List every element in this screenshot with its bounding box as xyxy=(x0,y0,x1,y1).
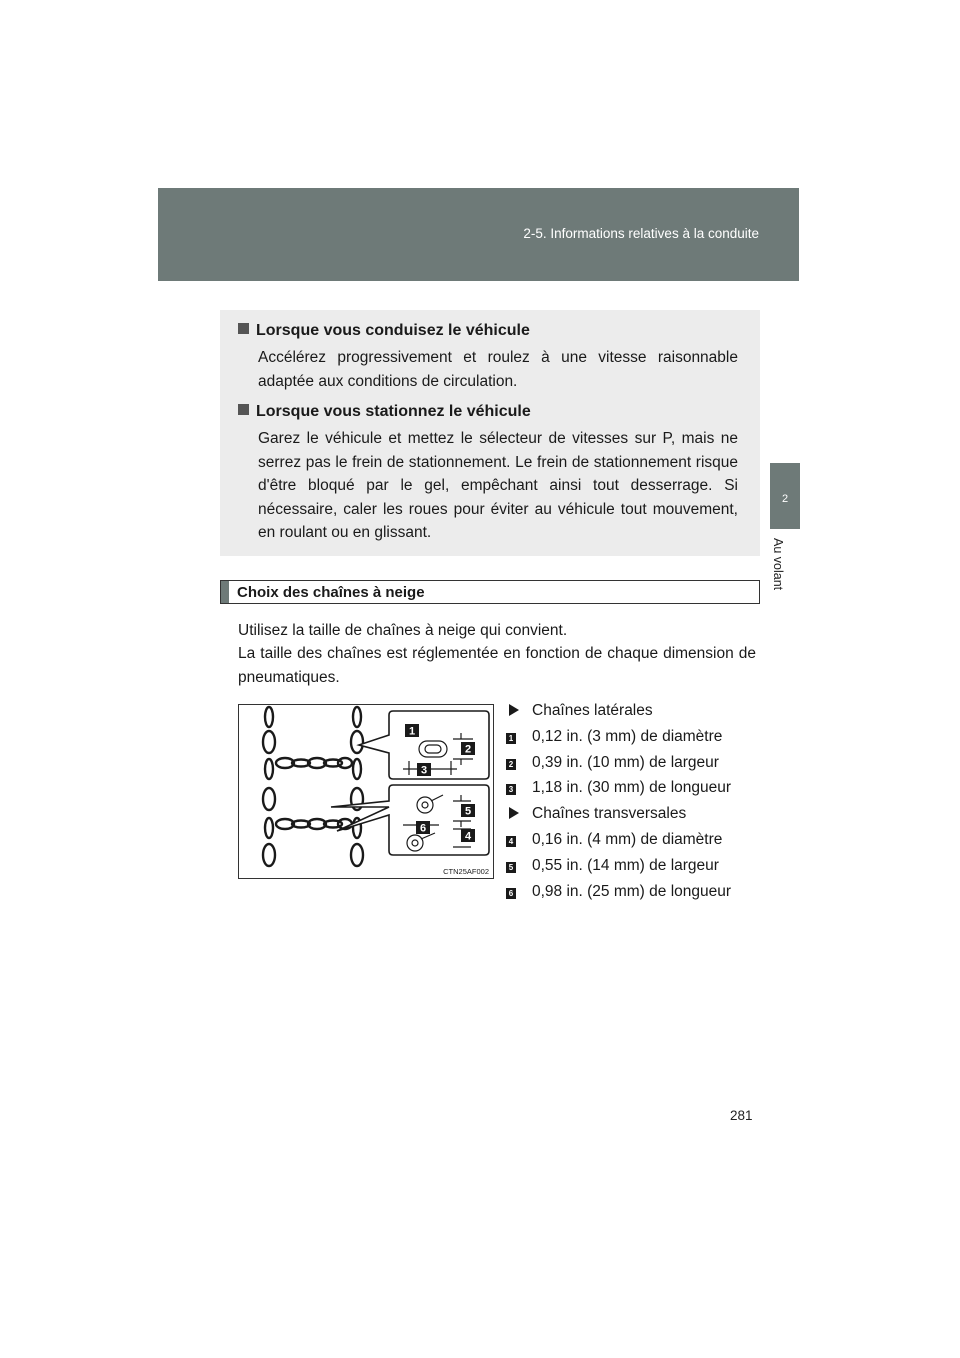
chain-spec-list xyxy=(506,698,776,904)
spec-row-1: 1 0,12 in. (3 mm) de diamètre xyxy=(506,724,776,750)
square-bullet-icon xyxy=(238,404,249,415)
callout-label-5: 5 xyxy=(464,805,472,818)
number-badge-1: 1 xyxy=(506,733,516,744)
section-breadcrumb: 2-5. Informations relatives à la conduite xyxy=(523,226,759,241)
triangle-bullet-icon xyxy=(509,807,519,819)
snow-chain-diagram xyxy=(239,705,493,878)
spec-row-cross-chains: Chaînes transversales xyxy=(506,801,776,827)
note-heading-driving: Lorsque vous conduisez le véhicule xyxy=(238,322,530,340)
intro-line-1: Utilisez la taille de chaînes à neige qui convient. xyxy=(238,622,568,639)
note-body-parking: Garez le véhicule et mettez le sélecteur de vitesses sur P, mais ne serrez pas le frein de stationnement. Le frein de stationnement risque d'être bloqué par le gel, empêchant ainsi tout desserrage. Si nécessaire, caler les roues pour éviter au véhicule tout mouvement, en roulant ou en glissant. xyxy=(258,430,738,541)
callout-label-3: 3 xyxy=(420,764,428,777)
section-title-bar xyxy=(220,580,760,604)
callout-label-2: 2 xyxy=(464,743,472,756)
callout-label-6: 6 xyxy=(419,822,427,835)
chapter-tab xyxy=(770,463,800,529)
note-heading-parking: Lorsque vous stationnez le véhicule xyxy=(238,403,531,421)
section-title: Choix des chaînes à neige xyxy=(237,584,425,601)
number-badge-3: 3 xyxy=(506,784,516,795)
section-accent xyxy=(221,581,229,603)
spec-row-5: 5 0,55 in. (14 mm) de largeur xyxy=(506,853,776,879)
callout-label-1: 1 xyxy=(408,725,416,738)
number-badge-4: 4 xyxy=(506,836,516,847)
spec-row-side-chains: Chaînes latérales xyxy=(506,698,776,724)
callout-label-4: 4 xyxy=(464,830,472,843)
triangle-bullet-icon xyxy=(509,704,519,716)
intro-line-2: La taille des chaînes est réglementée en fonction de chaque dimension de pneumatiques. xyxy=(238,645,756,686)
chapter-label: Au volant xyxy=(771,538,785,591)
number-badge-2: 2 xyxy=(506,759,516,770)
snow-chain-illustration xyxy=(238,704,494,879)
figure-code: CTN25AF002 xyxy=(443,867,489,876)
square-bullet-icon xyxy=(238,323,249,334)
header-band xyxy=(158,188,799,281)
spec-row-2: 2 0,39 in. (10 mm) de largeur xyxy=(506,750,776,776)
notes-box xyxy=(220,310,760,556)
number-badge-6: 6 xyxy=(506,888,516,899)
spec-row-6: 6 0,98 in. (25 mm) de longueur xyxy=(506,879,776,905)
number-badge-5: 5 xyxy=(506,862,516,873)
spec-row-4: 4 0,16 in. (4 mm) de diamètre xyxy=(506,827,776,853)
chapter-number: 2 xyxy=(781,493,789,505)
note-body-driving: Accélérez progressivement et roulez à une vitesse raisonnable adaptée aux conditions de circulation. xyxy=(258,349,738,390)
spec-row-3: 3 1,18 in. (30 mm) de longueur xyxy=(506,775,776,801)
page-number: 281 xyxy=(730,1108,753,1123)
